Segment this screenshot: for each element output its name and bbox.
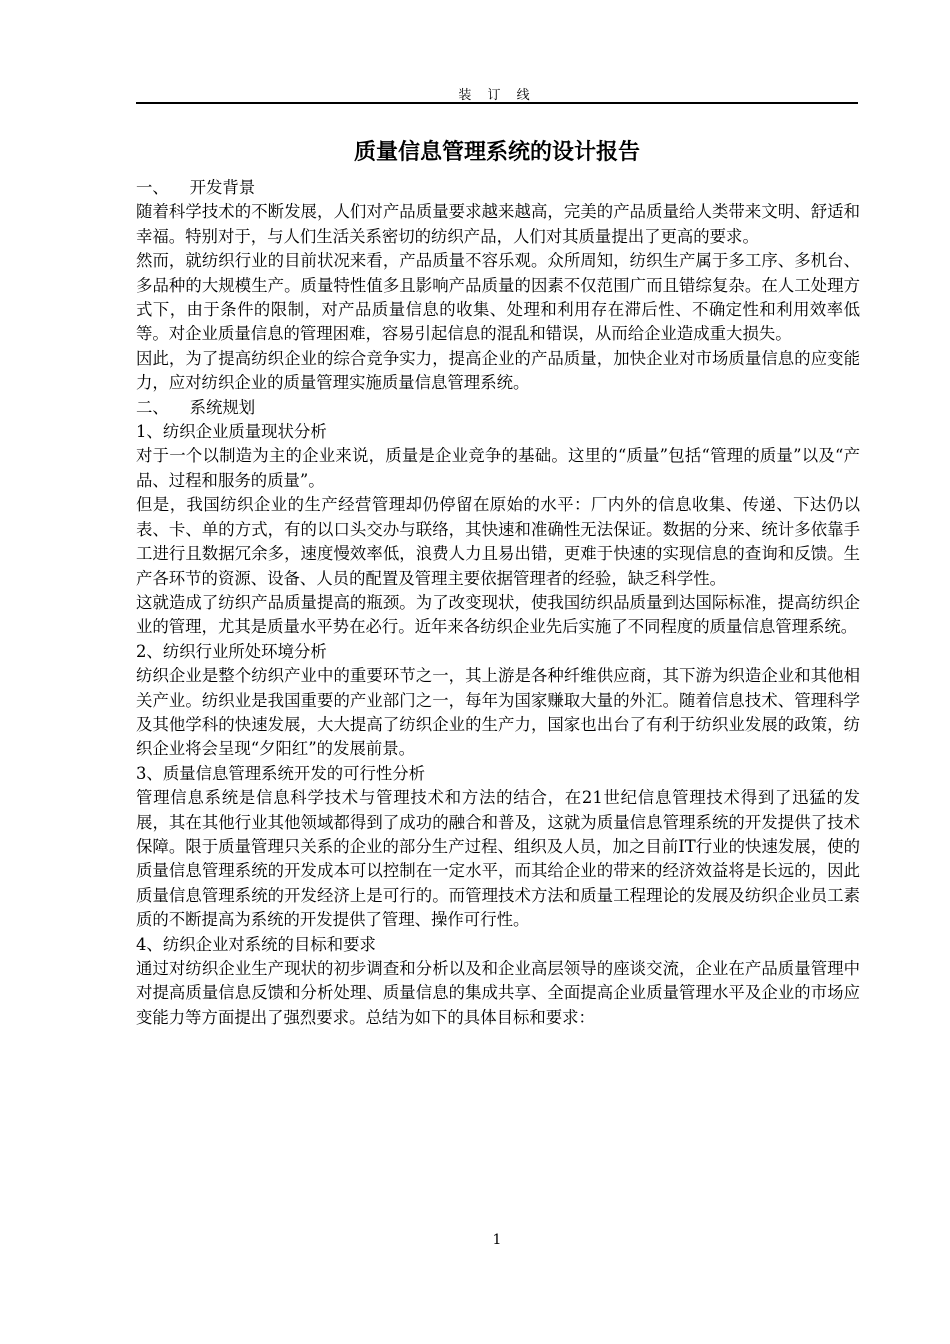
paragraph: 管理信息系统是信息科学技术与管理技术和方法的结合，在21世纪信息管理技术得到了迅猛的发展，其在其他行业其他领域都得到了成功的融合和普及，这就为质量信息管理系统的开发提供了技术保障。限于质量管理只关系的企业的部分生产过程、组织及人员，加之目前IT行业的快速发展，使的质量信息管理系统的开发成本可以控制在一定水平，而其给企业的带来的经济效益将是长远的，因此质量信息管理系统的开发经济上是可行的。而管理技术方法和质量工程理论的发展及纺织企业员工素质的不断提高为系统的开发提供了管理、操作可行性。	[136, 788, 860, 930]
paragraph: 因此，为了提高纺织企业的综合竞争实力，提高企业的产品质量，加快企业对市场质量信息的应变能力，应对纺织企业的质量管理实施质量信息管理系统。	[136, 348, 860, 393]
paragraph: 这就造成了纺织产品质量提高的瓶颈。为了改变现状，使我国纺织品质量到达国际标准，提高纺织企业的管理，尤其是质量水平势在必行。近年来各纺织企业先后实施了不同程度的质量信息管理系统。	[136, 592, 860, 637]
document-title: 质量信息管理系统的设计报告	[353, 140, 640, 165]
subsection-heading: 1、纺织企业质量现状分析	[136, 422, 327, 442]
page-number: 1	[492, 1232, 502, 1248]
paragraph: 随着科学技术的不断发展，人们对产品质量要求越来越高，完美的产品质量给人类带来文明、舒适和幸福。特别对于，与人们生活关系密切的纺织产品，人们对其质量提出了更高的要求。	[136, 202, 860, 246]
subsection-heading: 4、纺织企业对系统的目标和要求	[136, 934, 376, 954]
paragraph: 但是，我国纺织企业的生产经营管理却仍停留在原始的水平：厂内外的信息收集、传递、下达仍以表、卡、单的方式，有的以口头交办与联络，其快速和准确性无法保证。数据的分来、统计多依靠手工进行且数据冗余多，速度慢效率低，浪费人力且易出错，更难于快速的实现信息的查询和反馈。生产各环节的资源、设备、人员的配置及管理主要依据管理者的经验，缺乏科学性。	[136, 495, 860, 588]
paragraph: 纺织企业是整个纺织产业中的重要环节之一，其上游是各种纤维供应商，其下游为织造企业和其他相关产业。纺织业是我国重要的产业部门之一，每年为国家赚取大量的外汇。随着信息技术、管理科学及其他学科的快速发展，大大提高了纺织企业的生产力，国家也出台了有利于纺织业发展的政策，纺织企业将会呈现“夕阳红”的发展前景。	[136, 666, 860, 759]
section-heading: 二、 系统规划	[136, 397, 256, 417]
paragraph: 通过对纺织企业生产现状的初步调查和分析以及和企业高层领导的座谈交流，企业在产品质量管理中对提高质量信息反馈和分析处理、质量信息的集成共享、全面提高企业质量管理水平及企业的市场应变能力等方面提出了强烈要求。总结为如下的具体目标和要求：	[136, 959, 860, 1027]
paragraph: 对于一个以制造为主的企业来说，质量是企业竞争的基础。这里的“质量”包括“管理的质量”以及“产品、过程和服务的质量”。	[136, 446, 860, 490]
paragraph: 然而，就纺织行业的目前状况来看，产品质量不容乐观。众所周知，纺织生产属于多工序、多机台、多品种的大规模生产。质量特性值多且影响产品质量的因素不仅范围广而且错综复杂。在人工处理方式下，由于条件的限制，对产品质量信息的收集、处理和利用存在滞后性、不确定性和利用效率低等。对企业质量信息的管理困难，容易引起信息的混乱和错误，从而给企业造成重大损失。	[136, 251, 860, 344]
binding-rule	[136, 102, 858, 104]
subsection-heading: 3、质量信息管理系统开发的可行性分析	[136, 763, 426, 783]
document-body	[136, 176, 860, 1030]
binding-line-label: 装 订 线	[458, 88, 536, 103]
section-heading: 一、 开发背景	[136, 178, 256, 197]
subsection-heading: 2、纺织行业所处环境分析	[136, 641, 327, 661]
